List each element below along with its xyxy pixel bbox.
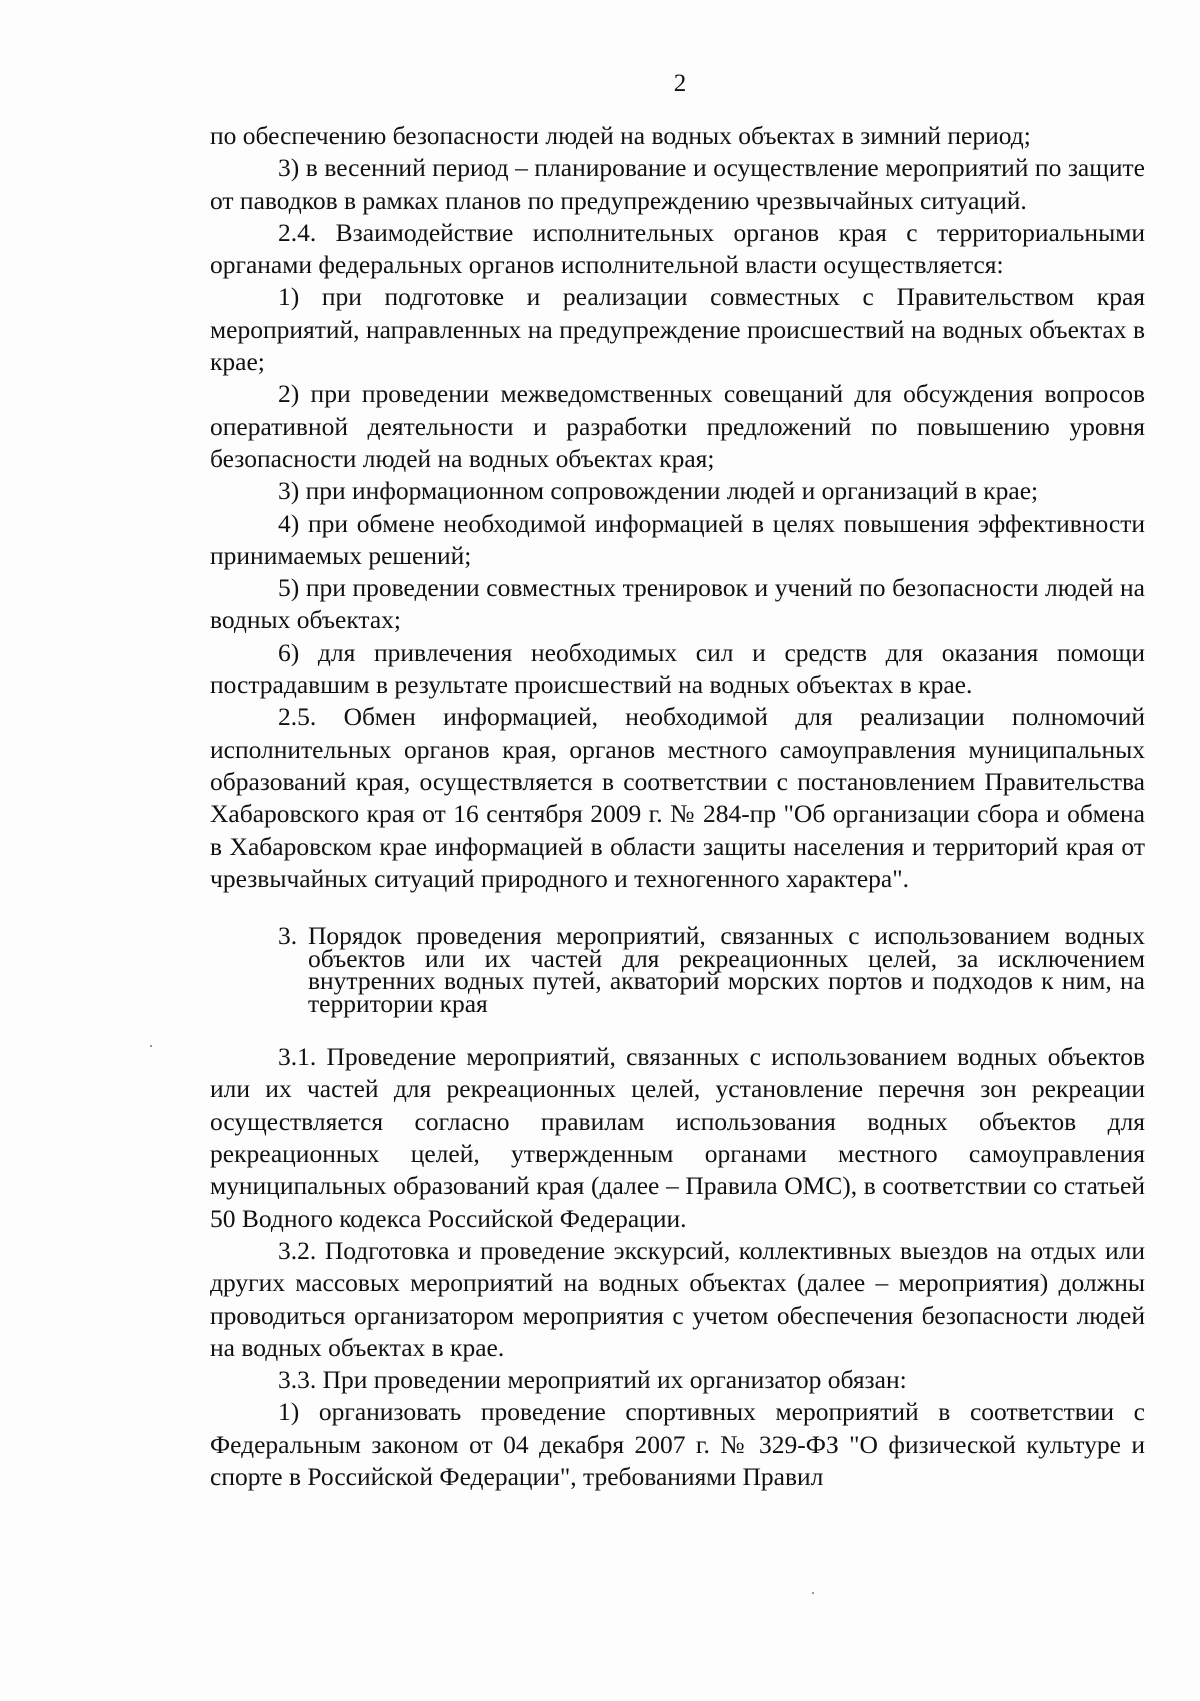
document-body: [210, 120, 1145, 1493]
scan-speck: [812, 1592, 814, 1594]
paragraph: 2.5. Обмен информацией, необходимой для реализации полномочий исполнительных органов края, органов местного самоуправления муниципальных образований края, осуществляется в соответствии с постановлением Правительства Хабаровского края от 16 сентября 2009 г. № 284-пр "Об организации сбора и обмена в Хабаровском крае информацией в области защиты населения и территорий края от чрезвычайных ситуаций природного и техногенного характера".: [210, 702, 1145, 893]
paragraph: 3) при информационном сопровождении людей и организаций в крае;: [278, 476, 1039, 506]
scan-speck: [150, 1045, 152, 1047]
paragraph: 6) для привлечения необходимых сил и средств для оказания помощи пострадавшим в результате происшествий на водных объектах в крае.: [210, 637, 1145, 700]
paragraph: 4) при обмене необходимой информацией в целях повышения эффективности принимаемых решений;: [210, 508, 1145, 570]
paragraph: 3.1. Проведение мероприятий, связанных с использованием водных объектов или их частей для рекреационных целей, установление перечня зон рекреации осуществляется согласно правилам использования водных объектов для рекреационных целей, утвержденным органами местного самоуправления муниципальных образований края (далее – Правила ОМС), в соответствии со статьей 50 Водного кодекса Российской Федерации.: [210, 1042, 1145, 1233]
paragraphs-after-heading: [210, 1041, 1145, 1493]
section-title: Порядок проведения мероприятий, связанных с использованием водных объектов или их частей для рекреационных целей, за исключением внутренних водных путей, акваторий морских портов и подходов к ним, на территории края: [308, 921, 1145, 1018]
section-heading: [210, 921, 1145, 1018]
paragraph-continuation: по обеспечению безопасности людей на водных объектах в зимний период;: [210, 121, 1031, 150]
section-number: 3.: [278, 921, 298, 951]
paragraph: 1) при подготовке и реализации совместных с Правительством края мероприятий, направленных на предупреждение происшествий на водных объектах в крае;: [210, 282, 1145, 377]
page-number: 2: [673, 70, 687, 97]
paragraph: 3.3. При проведении мероприятий их организатор обязан:: [278, 1365, 907, 1395]
paragraph: 5) при проведении совместных тренировок и учений по безопасности людей на водных объектах;: [210, 573, 1145, 635]
paragraphs-before-heading: [210, 120, 1145, 895]
paragraph: 3.2. Подготовка и проведение экскурсий, коллективных выездов на отдых или других массовых мероприятий на водных объектах (далее – мероприятия) должны проводиться организатором мероприятия с учетом обеспечения безопасности людей на водных объектах в крае.: [210, 1235, 1145, 1362]
paragraph: 3) в весенний период – планирование и осуществление мероприятий по защите от паводков в рамках планов по предупреждению чрезвычайных ситуаций.: [210, 153, 1145, 215]
paragraph: 1) организовать проведение спортивных мероприятий в соответствии с Федеральным законом от 04 декабря 2007 г. № 329-ФЗ "О физической культуре и спорте в Российской Федерации", требованиями Правил: [210, 1397, 1145, 1491]
paragraph: 2.4. Взаимодействие исполнительных органов края с территориальными органами федеральных органов исполнительной власти осуществляется:: [210, 217, 1145, 280]
paragraph: 2) при проведении межведомственных совещаний для обсуждения вопросов оперативной деятельности и разработки предложений по повышению уровня безопасности людей на водных объектах края;: [210, 379, 1145, 473]
